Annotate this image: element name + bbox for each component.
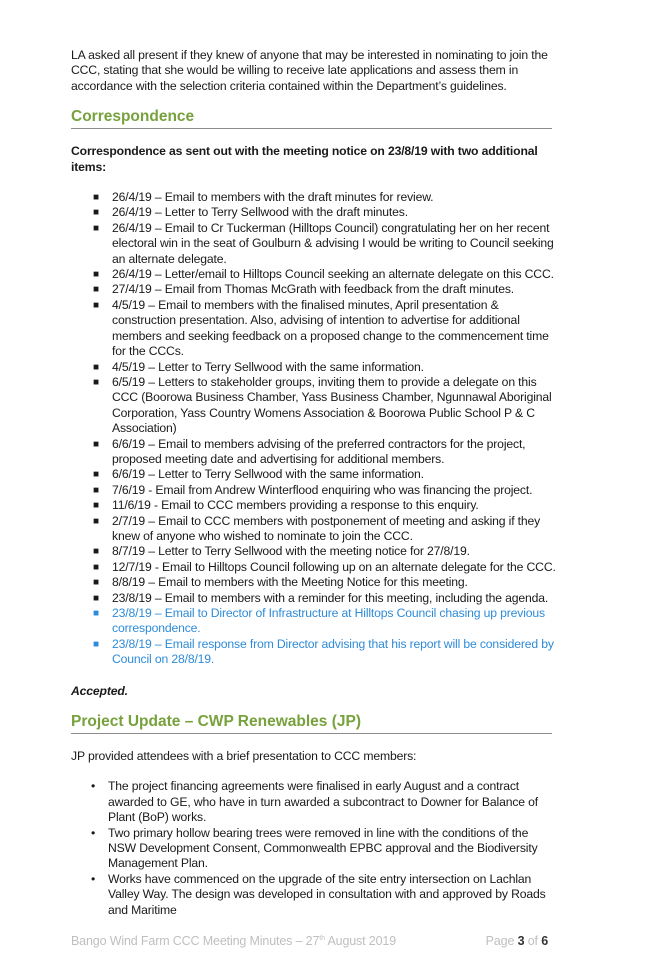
project-update-item-text: Two primary hollow bearing trees were removed in line with the conditions of the NSW Development Consent, Commonwealth EPBC approval and the Biodiversity Management Plan. bbox=[108, 825, 538, 871]
bullet-icon: • bbox=[91, 779, 96, 794]
correspondence-item bbox=[93, 513, 557, 545]
correspondence-item-text: 12/7/19 - Email to Hilltops Council following up on an alternate delegate for the CCC. bbox=[112, 559, 556, 574]
correspondence-item-text: 6/6/19 – Email to members advising of the preferred contractors for the project, proposed meeting date and advertising for additional members. bbox=[112, 436, 526, 466]
correspondence-item bbox=[93, 436, 557, 468]
page-of: of bbox=[524, 934, 542, 949]
square-bullet-icon: ■ bbox=[93, 592, 99, 604]
square-bullet-icon: ■ bbox=[93, 284, 99, 296]
correspondence-item bbox=[93, 590, 557, 606]
square-bullet-icon: ■ bbox=[93, 638, 99, 650]
correspondence-item bbox=[93, 544, 557, 559]
correspondence-item bbox=[93, 359, 557, 375]
correspondence-item bbox=[93, 559, 557, 575]
correspondence-item-text: 8/7/19 – Letter to Terry Sellwood with the meeting notice for 27/8/19. bbox=[112, 544, 470, 559]
project-update-item bbox=[91, 825, 557, 872]
square-bullet-icon: ■ bbox=[93, 269, 99, 281]
correspondence-item-text: 2/7/19 – Email to CCC members with postponement of meeting and asking if they knew of anyone who wished to nominate to join the CCC. bbox=[112, 513, 541, 543]
section-heading-correspondence: Correspondence bbox=[71, 108, 552, 129]
correspondence-item-text: 26/4/19 – Email to Cr Tuckerman (Hilltops Council) congratulating her on her recent electoral win in the seat of Goulburn & advising I would be writing to Council seeking an alternate delegate. bbox=[112, 220, 554, 266]
correspondence-item bbox=[93, 606, 557, 637]
square-bullet-icon: ■ bbox=[93, 361, 99, 373]
square-bullet-icon: ■ bbox=[93, 484, 99, 496]
footer-title-sup: th bbox=[319, 934, 325, 942]
correspondence-item-text: 4/5/19 – Letter to Terry Sellwood with the same information. bbox=[112, 359, 424, 374]
footer-title-date: August 2019 bbox=[324, 934, 397, 949]
correspondence-item-text: 6/5/19 – Letters to stakeholder groups, inviting them to provide a delegate on this CCC (Boorowa Business Chamber, Yass Business Chamber, Ngunnawal Aboriginal Corporation, Yass Country Womens Association & Boorowa Public School P & C Association) bbox=[112, 374, 552, 436]
footer-title bbox=[71, 934, 396, 949]
correspondence-item-text: 23/8/19 – Email to members with a reminder for this meeting, including the agenda. bbox=[112, 590, 549, 605]
correspondence-item bbox=[93, 575, 557, 590]
correspondence-item-text: 26/4/19 – Letter to Terry Sellwood with the draft minutes. bbox=[112, 205, 408, 220]
project-lead: JP provided attendees with a brief presentation to CCC members: bbox=[71, 749, 417, 764]
square-bullet-icon: ■ bbox=[93, 469, 99, 481]
square-bullet-icon: ■ bbox=[93, 222, 99, 234]
footer-title-text: Bango Wind Farm CCC Meeting Minutes – 27 bbox=[71, 934, 320, 949]
square-bullet-icon: ■ bbox=[93, 376, 99, 388]
correspondence-item-text: 8/8/19 – Email to members with the Meeting Notice for this meeting. bbox=[112, 575, 468, 590]
intro-paragraph: LA asked all present if they knew of anyone that may be interested in nominating to join the CCC, stating that she would be willing to receive late applications and assess them in accordance with the selection criteria contained within the Department’s guidelines. bbox=[71, 48, 548, 93]
correspondence-item-text: 11/6/19 - Email to CCC members providing a response to this enquiry. bbox=[112, 498, 479, 513]
correspondence-lead: Correspondence as sent out with the meeting notice on 23/8/19 with two additional items: bbox=[71, 144, 538, 174]
correspondence-item-text: 27/4/19 – Email from Thomas McGrath with feedback from the draft minutes. bbox=[112, 282, 515, 297]
square-bullet-icon: ■ bbox=[93, 608, 99, 619]
correspondence-item-text: 26/4/19 – Letter/email to Hilltops Council seeking an alternate delegate on this CCC. bbox=[112, 267, 554, 282]
correspondence-item-text: 26/4/19 – Email to members with the draft minutes for review. bbox=[112, 190, 434, 205]
project-update-item bbox=[91, 779, 557, 825]
page-number bbox=[486, 934, 548, 949]
project-update-item-text: The project financing agreements were finalised in early August and a contract awarded to GE, who have in turn awarded a subcontract to Downer for Balance of Plant (BoP) works. bbox=[108, 779, 539, 825]
square-bullet-icon: ■ bbox=[93, 192, 99, 204]
square-bullet-icon: ■ bbox=[93, 546, 99, 558]
correspondence-item bbox=[93, 220, 557, 267]
page-footer bbox=[71, 918, 548, 949]
correspondence-item-text: 4/5/19 – Email to members with the finalised minutes, April presentation & construction presentation. Also, advising of intention to advertise for additional members and seeking feedback on a proposed change to the commencement time for the CCCs. bbox=[112, 297, 549, 359]
section-heading-project-update: Project Update – CWP Renewables (JP) bbox=[71, 713, 552, 734]
square-bullet-icon: ■ bbox=[93, 500, 99, 512]
square-bullet-icon: ■ bbox=[93, 207, 99, 219]
bullet-icon: • bbox=[91, 871, 96, 886]
correspondence-item bbox=[93, 374, 557, 437]
square-bullet-icon: ■ bbox=[93, 515, 99, 527]
correspondence-item bbox=[93, 282, 557, 297]
bullet-icon: • bbox=[91, 825, 96, 840]
project-update-item-text: Works have commenced on the upgrade of the site entry intersection on Lachlan Valley Way. The design was developed in consultation with and approved by Roads and Maritime bbox=[108, 871, 546, 917]
correspondence-item bbox=[93, 636, 557, 668]
square-bullet-icon: ■ bbox=[93, 577, 99, 589]
page-current: 3 bbox=[517, 934, 525, 949]
correspondence-item bbox=[93, 205, 557, 220]
square-bullet-icon: ■ bbox=[93, 438, 99, 450]
correspondence-list bbox=[93, 190, 557, 668]
correspondence-item bbox=[93, 190, 557, 205]
correspondence-item-text: 23/8/19 – Email response from Director advising that his report will be considered by Council on 28/8/19. bbox=[112, 636, 554, 667]
correspondence-item bbox=[93, 297, 557, 360]
page-total: 6 bbox=[541, 934, 548, 949]
square-bullet-icon: ■ bbox=[93, 299, 99, 311]
correspondence-item-text: 7/6/19 - Email from Andrew Winterflood enquiring who was financing the project. bbox=[112, 482, 533, 497]
correspondence-item-text: 23/8/19 – Email to Director of Infrastructure at Hilltops Council chasing up previous correspondence. bbox=[112, 606, 545, 636]
correspondence-item bbox=[93, 498, 557, 513]
project-update-list bbox=[91, 779, 557, 918]
correspondence-item-text: 6/6/19 – Letter to Terry Sellwood with the same information. bbox=[112, 467, 424, 482]
correspondence-item bbox=[93, 267, 557, 282]
square-bullet-icon: ■ bbox=[93, 561, 99, 573]
accepted-note: Accepted. bbox=[71, 683, 128, 698]
correspondence-item bbox=[93, 482, 557, 498]
correspondence-item bbox=[93, 467, 557, 482]
page-label: Page bbox=[485, 934, 518, 949]
project-update-item bbox=[91, 871, 557, 918]
